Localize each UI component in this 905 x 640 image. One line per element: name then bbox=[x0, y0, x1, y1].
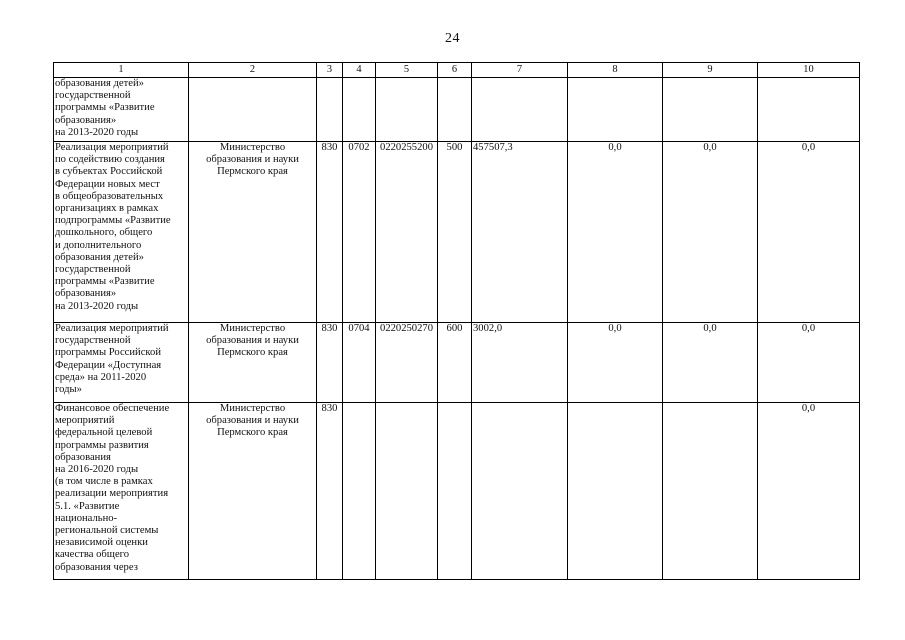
budget-table bbox=[53, 62, 860, 580]
table-row bbox=[54, 403, 860, 580]
section-code-cell: 0702 bbox=[343, 142, 376, 323]
amount-cell bbox=[758, 78, 860, 142]
table-header-row bbox=[54, 63, 860, 78]
column-header: 6 bbox=[438, 63, 472, 78]
amount-cell bbox=[568, 403, 663, 580]
amount-cell: 3002,0 bbox=[472, 323, 568, 403]
amount-cell bbox=[472, 78, 568, 142]
section-code-cell: 0704 bbox=[343, 323, 376, 403]
amount-cell: 457507,3 bbox=[472, 142, 568, 323]
column-header: 9 bbox=[663, 63, 758, 78]
table-row bbox=[54, 142, 860, 323]
amount-cell bbox=[472, 403, 568, 580]
organization-cell: Министерство образования и науки Пермского края bbox=[189, 403, 317, 580]
target-article-cell: 0220255200 bbox=[376, 142, 438, 323]
organization-cell: Министерство образования и науки Пермского края bbox=[189, 323, 317, 403]
target-article-cell bbox=[376, 78, 438, 142]
ministry-code-cell bbox=[317, 78, 343, 142]
column-header: 1 bbox=[54, 63, 189, 78]
page-number: 24 bbox=[445, 31, 460, 46]
column-header: 2 bbox=[189, 63, 317, 78]
amount-cell: 0,0 bbox=[568, 142, 663, 323]
amount-cell: 0,0 bbox=[758, 142, 860, 323]
column-header: 4 bbox=[343, 63, 376, 78]
expense-type-cell: 500 bbox=[438, 142, 472, 323]
amount-cell bbox=[663, 78, 758, 142]
column-header: 7 bbox=[472, 63, 568, 78]
expense-type-cell bbox=[438, 78, 472, 142]
amount-cell: 0,0 bbox=[568, 323, 663, 403]
column-header: 5 bbox=[376, 63, 438, 78]
column-header: 8 bbox=[568, 63, 663, 78]
section-code-cell bbox=[343, 78, 376, 142]
table-row bbox=[54, 78, 860, 142]
organization-cell: Министерство образования и науки Пермского края bbox=[189, 142, 317, 323]
amount-cell: 0,0 bbox=[663, 142, 758, 323]
amount-cell: 0,0 bbox=[758, 323, 860, 403]
amount-cell: 0,0 bbox=[663, 323, 758, 403]
column-header: 3 bbox=[317, 63, 343, 78]
amount-cell bbox=[663, 403, 758, 580]
expense-type-cell: 600 bbox=[438, 323, 472, 403]
amount-cell: 0,0 bbox=[758, 403, 860, 580]
measure-name-cell: Реализация мероприятий государственной программы Российской Федерации «Доступная среда» на 2011-2020 годы» bbox=[54, 323, 189, 403]
table-row bbox=[54, 323, 860, 403]
measure-name-cell: Финансовое обеспечение мероприятий федеральной целевой программы развития образования на 2016-2020 годы (в том числе в рамках реализации мероприятия 5.1. «Развитие национально- региональной системы независимой оценки качества общего образования через bbox=[54, 403, 189, 580]
column-header: 10 bbox=[758, 63, 860, 78]
target-article-cell bbox=[376, 403, 438, 580]
section-code-cell bbox=[343, 403, 376, 580]
target-article-cell: 0220250270 bbox=[376, 323, 438, 403]
ministry-code-cell: 830 bbox=[317, 142, 343, 323]
ministry-code-cell: 830 bbox=[317, 323, 343, 403]
measure-name-cell: образования детей» государственной программы «Развитие образования» на 2013-2020 годы bbox=[54, 78, 189, 142]
expense-type-cell bbox=[438, 403, 472, 580]
amount-cell bbox=[568, 78, 663, 142]
ministry-code-cell: 830 bbox=[317, 403, 343, 580]
measure-name-cell: Реализация мероприятий по содействию создания в субъектах Российской Федерации новых мест в общеобразовательных организациях в рамках подпрограммы «Развитие дошкольного, общего и дополнительного образования детей» государственной программы «Развитие образования» на 2013-2020 годы bbox=[54, 142, 189, 323]
organization-cell bbox=[189, 78, 317, 142]
